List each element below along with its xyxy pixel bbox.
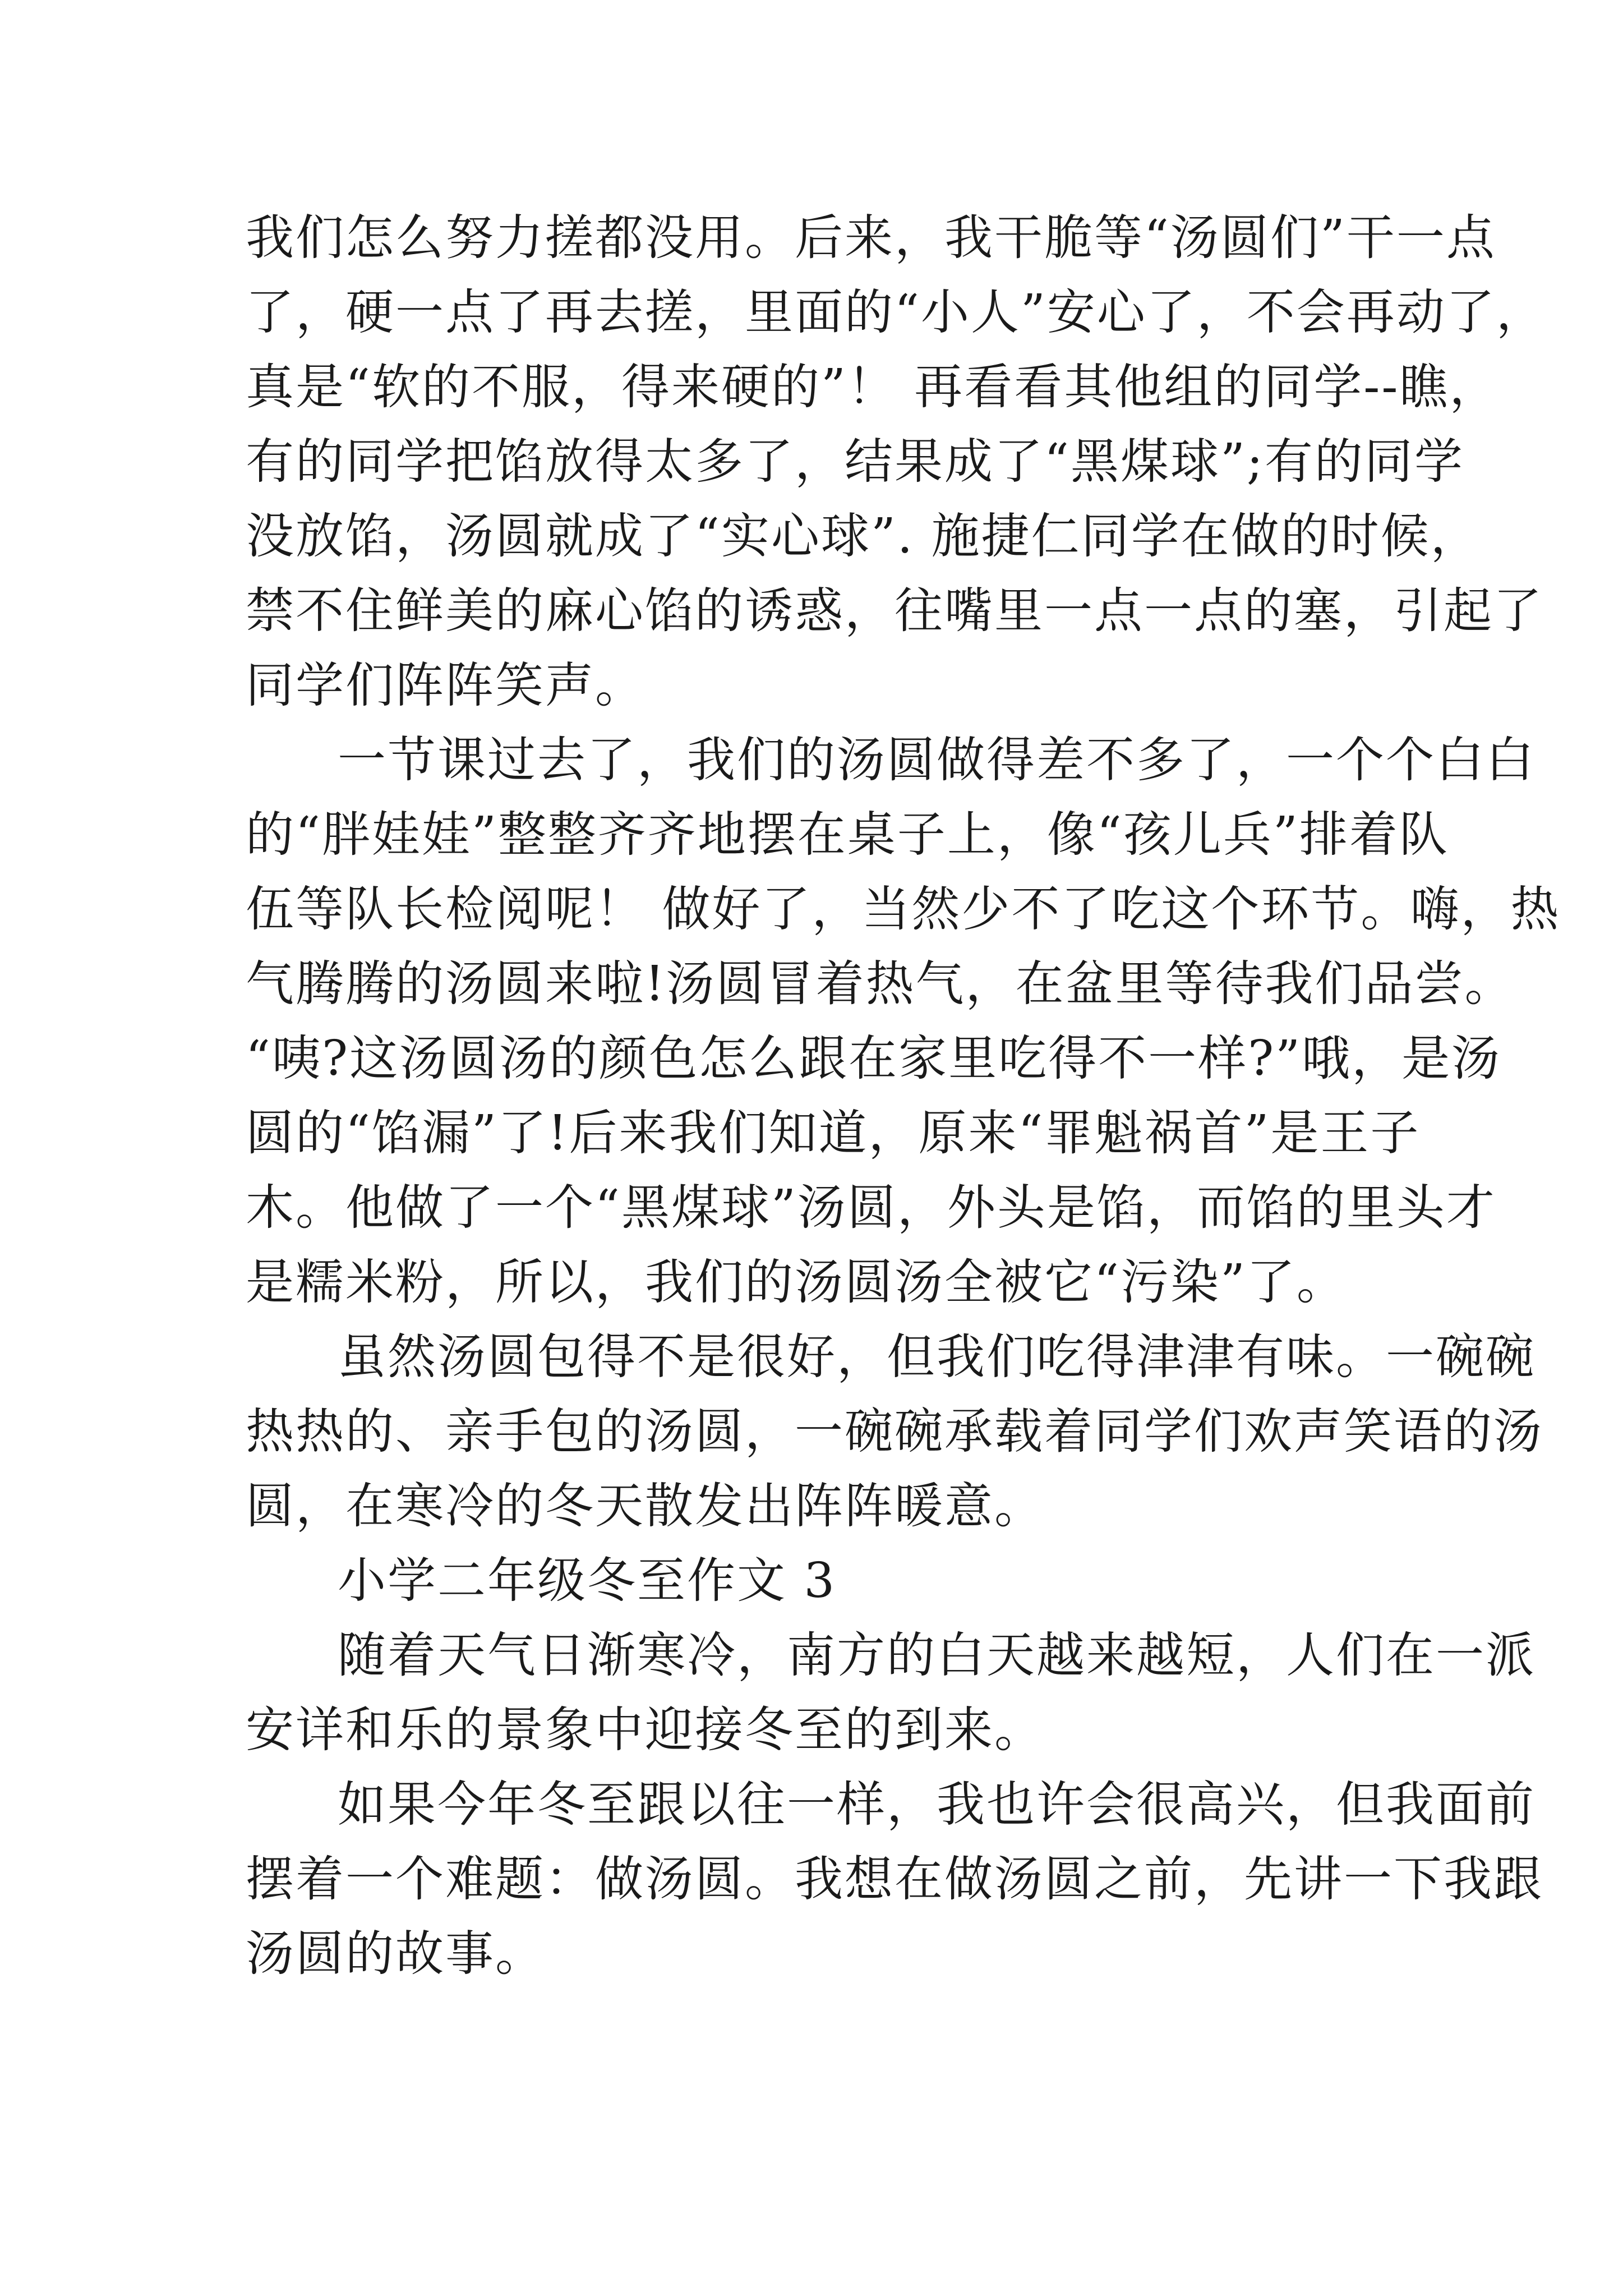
paragraph-start-line: 虽然汤圆包得不是很好，但我们吃得津津有味。一碗碗: [338, 1329, 1536, 1385]
section-heading: 小学二年级冬至作文 3: [338, 1553, 837, 1609]
text-line: 没放馅，汤圆就成了“实心球”. 施捷仁同学在做的时候，: [246, 508, 1481, 564]
text-line: 热热的、亲手包的汤圆，一碗碗承载着同学们欢声笑语的汤: [246, 1404, 1543, 1460]
text-line: 同学们阵阵笑声。: [246, 657, 645, 714]
paragraph-start-line: 如果今年冬至跟以往一样，我也许会很高兴，但我面前: [338, 1777, 1536, 1833]
text-line: 的“胖娃娃”整整齐齐地摆在桌子上，像“孩儿兵”排着队: [246, 807, 1449, 863]
paragraph-start-line: 随着天气日渐寒冷，南方的白天越来越短，人们在一派: [338, 1627, 1536, 1683]
text-line: 伍等队长检阅呢！ 做好了，当然少不了吃这个环节。嗨，热: [246, 881, 1561, 937]
text-line: 有的同学把馅放得太多了，结果成了“黑煤球”;有的同学: [246, 434, 1464, 490]
text-line: 汤圆的故事。: [246, 1926, 545, 1982]
text-line: 真是“软的不服，得来硬的”！ 再看看其他组的同学--瞧，: [246, 359, 1500, 415]
text-line: 木。他做了一个“黑煤球”汤圆，外头是馅，而馅的里头才: [246, 1180, 1496, 1236]
text-line: 安详和乐的景象中迎接冬至的到来。: [246, 1702, 1044, 1758]
text-line: 是糯米粉，所以，我们的汤圆汤全被它“污染”了。: [246, 1254, 1347, 1310]
paragraph-start-line: 一节课过去了，我们的汤圆做得差不多了，一个个白白: [338, 732, 1536, 788]
text-line: 气腾腾的汤圆来啦!汤圆冒着热气，在盆里等待我们品尝。: [246, 956, 1515, 1012]
text-line: 摆着一个难题：做汤圆。我想在做汤圆之前，先讲一下我跟: [246, 1851, 1543, 1907]
text-line: 圆，在寒冷的冬天散发出阵阵暖意。: [246, 1478, 1044, 1534]
text-line: 禁不住鲜美的麻心馅的诱惑，往嘴里一点一点的塞，引起了: [246, 583, 1543, 639]
text-line: 了，硬一点了再去搓，里面的“小人”安心了，不会再动了，: [246, 284, 1546, 341]
text-line: 圆的“馅漏”了!后来我们知道，原来“罪魁祸首”是王子: [246, 1105, 1421, 1161]
text-line: “咦?这汤圆汤的颜色怎么跟在家里吃得不一样?”哦，是汤: [246, 1030, 1502, 1087]
text-line: 我们怎么努力搓都没用。后来，我干脆等“汤圆们”干一点: [246, 210, 1496, 266]
